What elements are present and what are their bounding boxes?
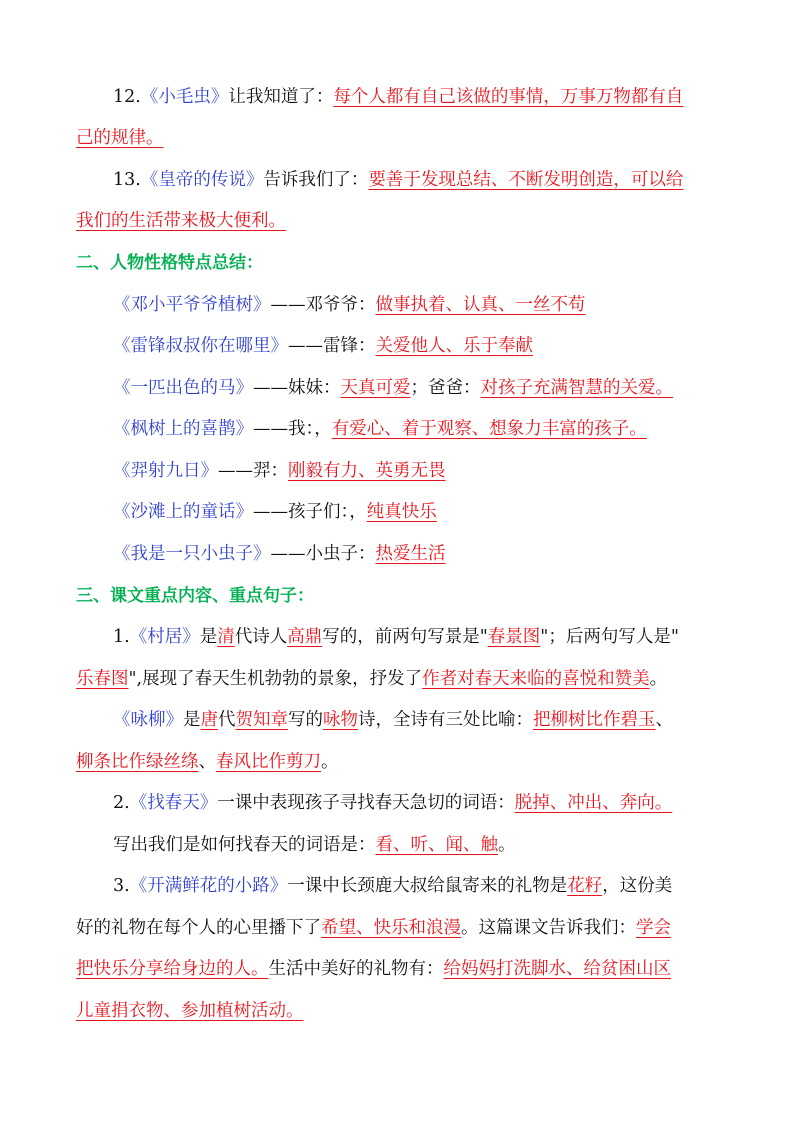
trait-text: 热爱生活 <box>375 544 446 564</box>
item-number: 12. <box>113 87 141 107</box>
answer-text: 乐春图 <box>76 669 129 689</box>
answer-text: 把柳树比作碧玉 <box>533 710 656 730</box>
character-line <box>76 451 758 493</box>
answer-text: 看、听、闻、触 <box>375 835 498 855</box>
item-2-line-1 <box>76 783 758 825</box>
item-1b-line-2 <box>76 742 721 784</box>
character-name: ——孩子们：， <box>253 502 367 522</box>
item-text: 诗，全诗有三处比喻： <box>358 710 533 730</box>
lesson-title: 《开满鲜花的小路》 <box>129 876 288 896</box>
item-text: 。这篇课文告诉我们： <box>461 918 636 938</box>
answer-text: 春风比作剪刀 <box>216 752 321 772</box>
lesson-title: 《羿射九日》 <box>113 461 218 481</box>
answer-text: 我们的生活带来极大便利。 <box>76 211 286 231</box>
character-name: ——妹妹： <box>253 378 341 398</box>
character-line <box>76 326 758 368</box>
answer-text: 希望、快乐和浪漫 <box>321 918 461 938</box>
item-text: 代 <box>218 710 236 730</box>
section-2-heading: 二、人物性格特点总结： <box>76 253 263 273</box>
item-number: 1. <box>113 627 130 647</box>
character-name: ——羿： <box>218 461 288 481</box>
character-line <box>76 285 758 327</box>
trait-text: 纯真快乐 <box>366 502 437 522</box>
trait-text: 刚毅有力、英勇无畏 <box>288 461 446 481</box>
trait-text: 天真可爱 <box>340 378 411 398</box>
item-text: ，这份美 <box>602 876 673 896</box>
answer-text: 柳条比作绿丝绦 <box>76 752 199 772</box>
item-text: 让我知道了： <box>228 87 334 107</box>
answer-text: 作者对春天来临的喜悦和赞美 <box>422 669 650 689</box>
item-3-line-1 <box>76 866 758 908</box>
item-text: 。 <box>498 835 516 855</box>
item-12-line-1 <box>76 77 758 119</box>
item-text: 。 <box>321 752 339 772</box>
trait-text: 关爱他人、乐于奉献 <box>375 336 533 356</box>
answer-text: 贺知章 <box>235 710 288 730</box>
item-text: 好的礼物在每个人的心里播下了 <box>76 918 321 938</box>
item-13-line-1 <box>76 160 758 202</box>
lesson-title: 《枫树上的喜鹊》 <box>113 419 253 439</box>
answer-text: 咏物 <box>323 710 358 730</box>
character-name: ——小虫子： <box>270 544 376 564</box>
answer-text: 唐 <box>200 710 218 730</box>
item-number: 2. <box>113 793 130 813</box>
answer-text: 要善于发现总结、不断发明创造，可以给 <box>368 170 684 190</box>
character-line <box>76 368 758 410</box>
answer-text: 春景图 <box>487 627 541 647</box>
item-number: 13. <box>113 170 141 190</box>
item-3-line-3 <box>76 949 721 991</box>
trait-text: 对孩子充满智慧的关爱。 <box>480 378 673 398</box>
lesson-title: 《我是一只小虫子》 <box>113 544 271 564</box>
character-line <box>76 534 758 576</box>
item-number: 3. <box>113 876 130 896</box>
answer-text: 给妈妈打洗脚水、给贫困山区 <box>443 959 671 979</box>
answer-text: 学会 <box>636 918 671 938</box>
lesson-title: 《村居》 <box>129 627 200 647</box>
lesson-title: 《咏柳》 <box>113 710 183 730</box>
item-12-line-2 <box>76 118 721 160</box>
character-line <box>76 492 758 534</box>
item-3-line-2 <box>76 908 721 950</box>
lesson-title: 《雷锋叔叔你在哪里》 <box>113 336 288 356</box>
item-text: 告诉我们了： <box>263 170 369 190</box>
answer-text: 儿童捐衣物、参加植树活动。 <box>76 1001 304 1021</box>
item-1-line-2 <box>76 659 721 701</box>
answer-text: 每个人都有自己该做的事情，万事万物都有自 <box>333 87 684 107</box>
lesson-title: 《沙滩上的童话》 <box>113 502 253 522</box>
character-name: ——雷锋： <box>288 336 376 356</box>
answer-text: 高鼎 <box>287 627 323 647</box>
answer-text: 把快乐分享给身边的人。 <box>76 959 269 979</box>
item-text: 一课中表现孩子寻找春天急切的词语： <box>217 793 515 813</box>
lesson-title: 《小毛虫》 <box>140 87 229 107</box>
character-name: ——邓爷爷： <box>270 295 376 315</box>
item-text: "；后两句写人是" <box>540 627 679 647</box>
item-text: 写的，前两句写景是" <box>322 627 488 647</box>
item-text: 是 <box>199 627 218 647</box>
item-1b-line-1 <box>76 700 758 742</box>
item-text: 、 <box>655 710 673 730</box>
lesson-title: 《找春天》 <box>129 793 218 813</box>
section-3-heading: 三、课文重点内容、重点句子： <box>76 586 314 606</box>
item-13-line-2 <box>76 201 721 243</box>
answer-text: 清 <box>217 627 235 647</box>
lesson-title: 《皇帝的传说》 <box>140 170 264 190</box>
answer-text: 脱掉、冲出、奔向。 <box>514 793 673 813</box>
item-text: 写出我们是如何找春天的词语是： <box>113 835 376 855</box>
item-1-line-1 <box>76 617 758 659</box>
character-line <box>76 409 758 451</box>
item-text: 是 <box>183 710 201 730</box>
item-text: ",展现了春天生机勃勃的景象，抒发了 <box>128 669 423 689</box>
answer-text: 己的规律。 <box>76 128 164 148</box>
item-3-line-4 <box>76 991 721 1033</box>
item-text: 一课中长颈鹿大叔给鼠寄来的礼物是 <box>287 876 568 896</box>
item-text: 。 <box>649 669 668 689</box>
item-text: 、 <box>198 752 216 772</box>
item-text: 写的 <box>288 710 323 730</box>
character-name: ；爸爸： <box>410 378 481 398</box>
item-text: 代诗人 <box>234 627 288 647</box>
character-name: ——我：， <box>253 419 332 439</box>
item-2-line-2 <box>76 825 758 867</box>
answer-text: 花籽 <box>567 876 603 896</box>
trait-text: 做事执着、认真、一丝不苟 <box>375 295 586 315</box>
lesson-title: 《一匹出色的马》 <box>113 378 253 398</box>
item-text: 生活中美好的礼物有： <box>268 959 444 979</box>
trait-text: 有爱心、着于观察、想象力丰富的孩子。 <box>331 419 647 439</box>
lesson-title: 《邓小平爷爷植树》 <box>113 295 271 315</box>
